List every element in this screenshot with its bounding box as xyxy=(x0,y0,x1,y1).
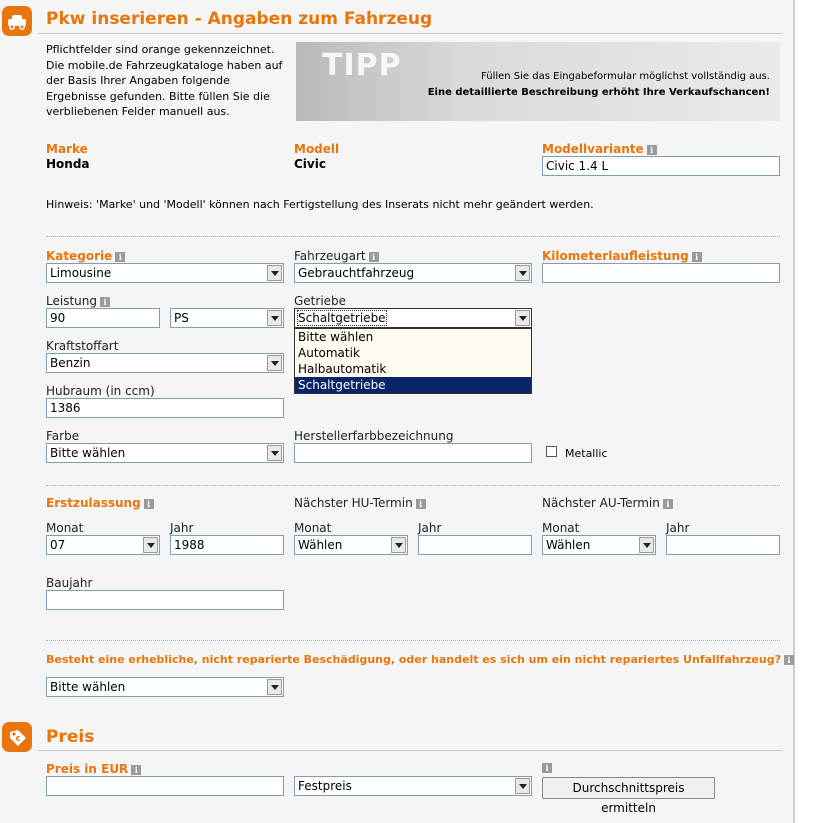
chevron-down-icon[interactable] xyxy=(639,537,654,553)
price-section-title: Preis xyxy=(46,727,95,747)
hubraum-label: Hubraum (in ccm) xyxy=(46,384,155,398)
marke-label: Marke xyxy=(46,142,88,156)
herstellerfarbe-label: Herstellerfarbbezeichnung xyxy=(294,429,454,443)
info-icon[interactable]: i xyxy=(131,765,141,775)
leistung-unit-select[interactable] xyxy=(170,308,284,328)
fahrzeugart-label-text: Fahrzeugart xyxy=(294,249,366,263)
kraftstoff-value: Benzin xyxy=(50,356,91,370)
chevron-down-icon[interactable] xyxy=(515,778,530,794)
divider xyxy=(46,485,780,486)
info-icon[interactable]: i xyxy=(144,499,154,509)
kategorie-select[interactable] xyxy=(46,263,284,283)
divider xyxy=(46,236,780,237)
info-icon[interactable]: i xyxy=(369,252,379,262)
leistung-unit-value: PS xyxy=(174,311,189,325)
preistyp-select[interactable] xyxy=(294,776,532,796)
info-icon[interactable]: i xyxy=(416,499,426,509)
modell-value: Civic xyxy=(294,157,326,171)
damage-select[interactable] xyxy=(46,677,284,697)
tipp-box xyxy=(296,42,780,121)
kraftstoff-label: Kraftstoffart xyxy=(46,339,119,353)
getriebe-label: Getriebe xyxy=(294,294,347,308)
farbe-label: Farbe xyxy=(46,429,80,443)
hu-jahr-input[interactable] xyxy=(418,535,532,555)
ez-jahr-input[interactable]: 1988 xyxy=(170,535,284,555)
modell-label: Modell xyxy=(294,142,340,156)
hint-text: Hinweis: 'Marke' und 'Modell' können nach Fertigstellung des Inserats nicht mehr geändert werden. xyxy=(46,198,594,211)
dropdown-option[interactable]: Automatik xyxy=(298,346,360,360)
intro-line: Ergebnisse gefunden. Bitte füllen Sie die xyxy=(46,89,270,103)
chevron-down-icon[interactable] xyxy=(267,310,282,326)
kilometer-label xyxy=(542,249,702,263)
dropdown-option-selected[interactable]: Schaltgetriebe xyxy=(295,377,531,393)
preistyp-value: Festpreis xyxy=(298,779,352,793)
damage-question-text: Besteht eine erhebliche, nicht reparierte Beschädigung, oder handelt es sich um ein nicht repariertes Unfallfahrzeug? xyxy=(46,653,781,666)
hu-monat-value: Wählen xyxy=(298,538,343,552)
ez-monat-label: Monat xyxy=(46,521,84,535)
metallic-label: Metallic xyxy=(565,447,608,460)
modellvariante-label xyxy=(542,142,657,156)
chevron-down-icon[interactable] xyxy=(267,445,282,461)
hu-termin-label-text: Nächster HU-Termin xyxy=(294,496,413,510)
farbe-select[interactable] xyxy=(46,443,284,463)
hu-jahr-label: Jahr xyxy=(418,521,442,535)
herstellerfarbe-input[interactable] xyxy=(294,443,532,463)
info-icon[interactable]: i xyxy=(663,499,673,509)
chevron-down-icon[interactable] xyxy=(143,537,158,553)
hu-monat-label: Monat xyxy=(294,521,332,535)
dropdown-option[interactable]: Bitte wählen xyxy=(298,330,374,344)
info-icon[interactable]: i xyxy=(542,763,552,773)
intro-line: Pflichtfelder sind orange gekennzeichnet. xyxy=(46,43,275,56)
metallic-checkbox[interactable] xyxy=(546,446,557,457)
price-tag-icon xyxy=(2,722,32,752)
car-icon xyxy=(2,6,32,36)
hu-termin-label xyxy=(294,496,426,510)
tipp-line-2: Eine detaillierte Beschreibung erhöht Ihre Verkaufschancen! xyxy=(427,87,770,98)
fahrzeugart-select[interactable] xyxy=(294,263,532,283)
chevron-down-icon[interactable] xyxy=(267,355,282,371)
chevron-down-icon[interactable] xyxy=(267,265,282,281)
car-section-icon xyxy=(2,6,32,36)
modellvariante-label-text: Modellvariante xyxy=(542,142,644,156)
chevron-down-icon[interactable] xyxy=(515,265,530,281)
leistung-label xyxy=(46,294,110,308)
price-divider xyxy=(38,750,782,751)
preis-label-text: Preis in EUR xyxy=(46,762,129,776)
leistung-label-text: Leistung xyxy=(46,294,97,308)
dropdown-option[interactable]: Halbautomatik xyxy=(298,362,387,376)
leistung-input[interactable]: 90 xyxy=(46,308,160,328)
damage-question xyxy=(46,653,794,666)
info-icon[interactable]: i xyxy=(115,252,125,262)
getriebe-select[interactable] xyxy=(294,308,532,328)
erstzulassung-label-text: Erstzulassung xyxy=(46,496,141,510)
intro-line: Die mobile.de Fahrzeugkataloge haben auf xyxy=(46,58,283,72)
preis-input[interactable] xyxy=(46,776,284,796)
header-divider xyxy=(38,33,782,34)
au-monat-label: Monat xyxy=(542,521,580,535)
damage-value: Bitte wählen xyxy=(50,680,126,694)
au-jahr-label: Jahr xyxy=(666,521,690,535)
intro-text xyxy=(46,42,286,120)
getriebe-value: Schaltgetriebe xyxy=(298,311,386,325)
au-monat-select[interactable] xyxy=(542,535,656,555)
farbe-value: Bitte wählen xyxy=(50,446,126,460)
fahrzeugart-label xyxy=(294,249,379,263)
chevron-down-icon[interactable] xyxy=(515,310,530,326)
au-termin-label-text: Nächster AU-Termin xyxy=(542,496,660,510)
kraftstoff-select[interactable] xyxy=(46,353,284,373)
kilometer-label-text: Kilometerlaufleistung xyxy=(542,249,689,263)
au-monat-value: Wählen xyxy=(546,538,591,552)
kategorie-label xyxy=(46,249,125,263)
info-icon[interactable]: i xyxy=(647,145,657,155)
au-termin-label xyxy=(542,496,673,510)
getriebe-dropdown-list xyxy=(294,328,532,394)
price-section-icon xyxy=(2,722,32,752)
baujahr-label: Baujahr xyxy=(46,576,93,590)
fahrzeugart-value: Gebrauchtfahrzeug xyxy=(298,266,415,280)
info-icon[interactable]: i xyxy=(784,655,794,665)
info-icon[interactable]: i xyxy=(692,252,702,262)
tipp-badge: TIPP xyxy=(322,48,402,83)
durchschnittspreis-button[interactable]: Durchschnittspreis ermitteln xyxy=(542,777,715,799)
chevron-down-icon[interactable] xyxy=(391,537,406,553)
preis-label xyxy=(46,762,141,776)
intro-line: der Basis Ihrer Angaben folgende xyxy=(46,74,230,87)
hu-monat-select[interactable] xyxy=(294,535,408,555)
marke-value: Honda xyxy=(46,157,90,171)
erstzulassung-label xyxy=(46,496,154,510)
svg-text:€: € xyxy=(15,735,21,743)
modellvariante-input[interactable]: Civic 1.4 L xyxy=(542,156,780,176)
ez-monat-value: 07 xyxy=(50,538,66,552)
chevron-down-icon[interactable] xyxy=(267,679,282,695)
au-jahr-input[interactable] xyxy=(666,535,780,555)
kilometer-input[interactable] xyxy=(542,263,780,283)
ez-monat-select[interactable] xyxy=(46,535,160,555)
hubraum-input[interactable]: 1386 xyxy=(46,398,284,418)
kategorie-label-text: Kategorie xyxy=(46,249,113,263)
ez-jahr-label: Jahr xyxy=(170,521,194,535)
tipp-line-1: Füllen Sie das Eingabeformular möglichst vollständig aus. xyxy=(481,71,770,82)
kategorie-value: Limousine xyxy=(50,266,112,280)
page-title: Pkw inserieren - Angaben zum Fahrzeug xyxy=(46,9,433,29)
divider xyxy=(46,640,780,641)
baujahr-input[interactable] xyxy=(46,590,284,610)
info-icon[interactable]: i xyxy=(100,297,110,307)
intro-line: verbliebenen Felder manuell aus. xyxy=(46,105,230,118)
